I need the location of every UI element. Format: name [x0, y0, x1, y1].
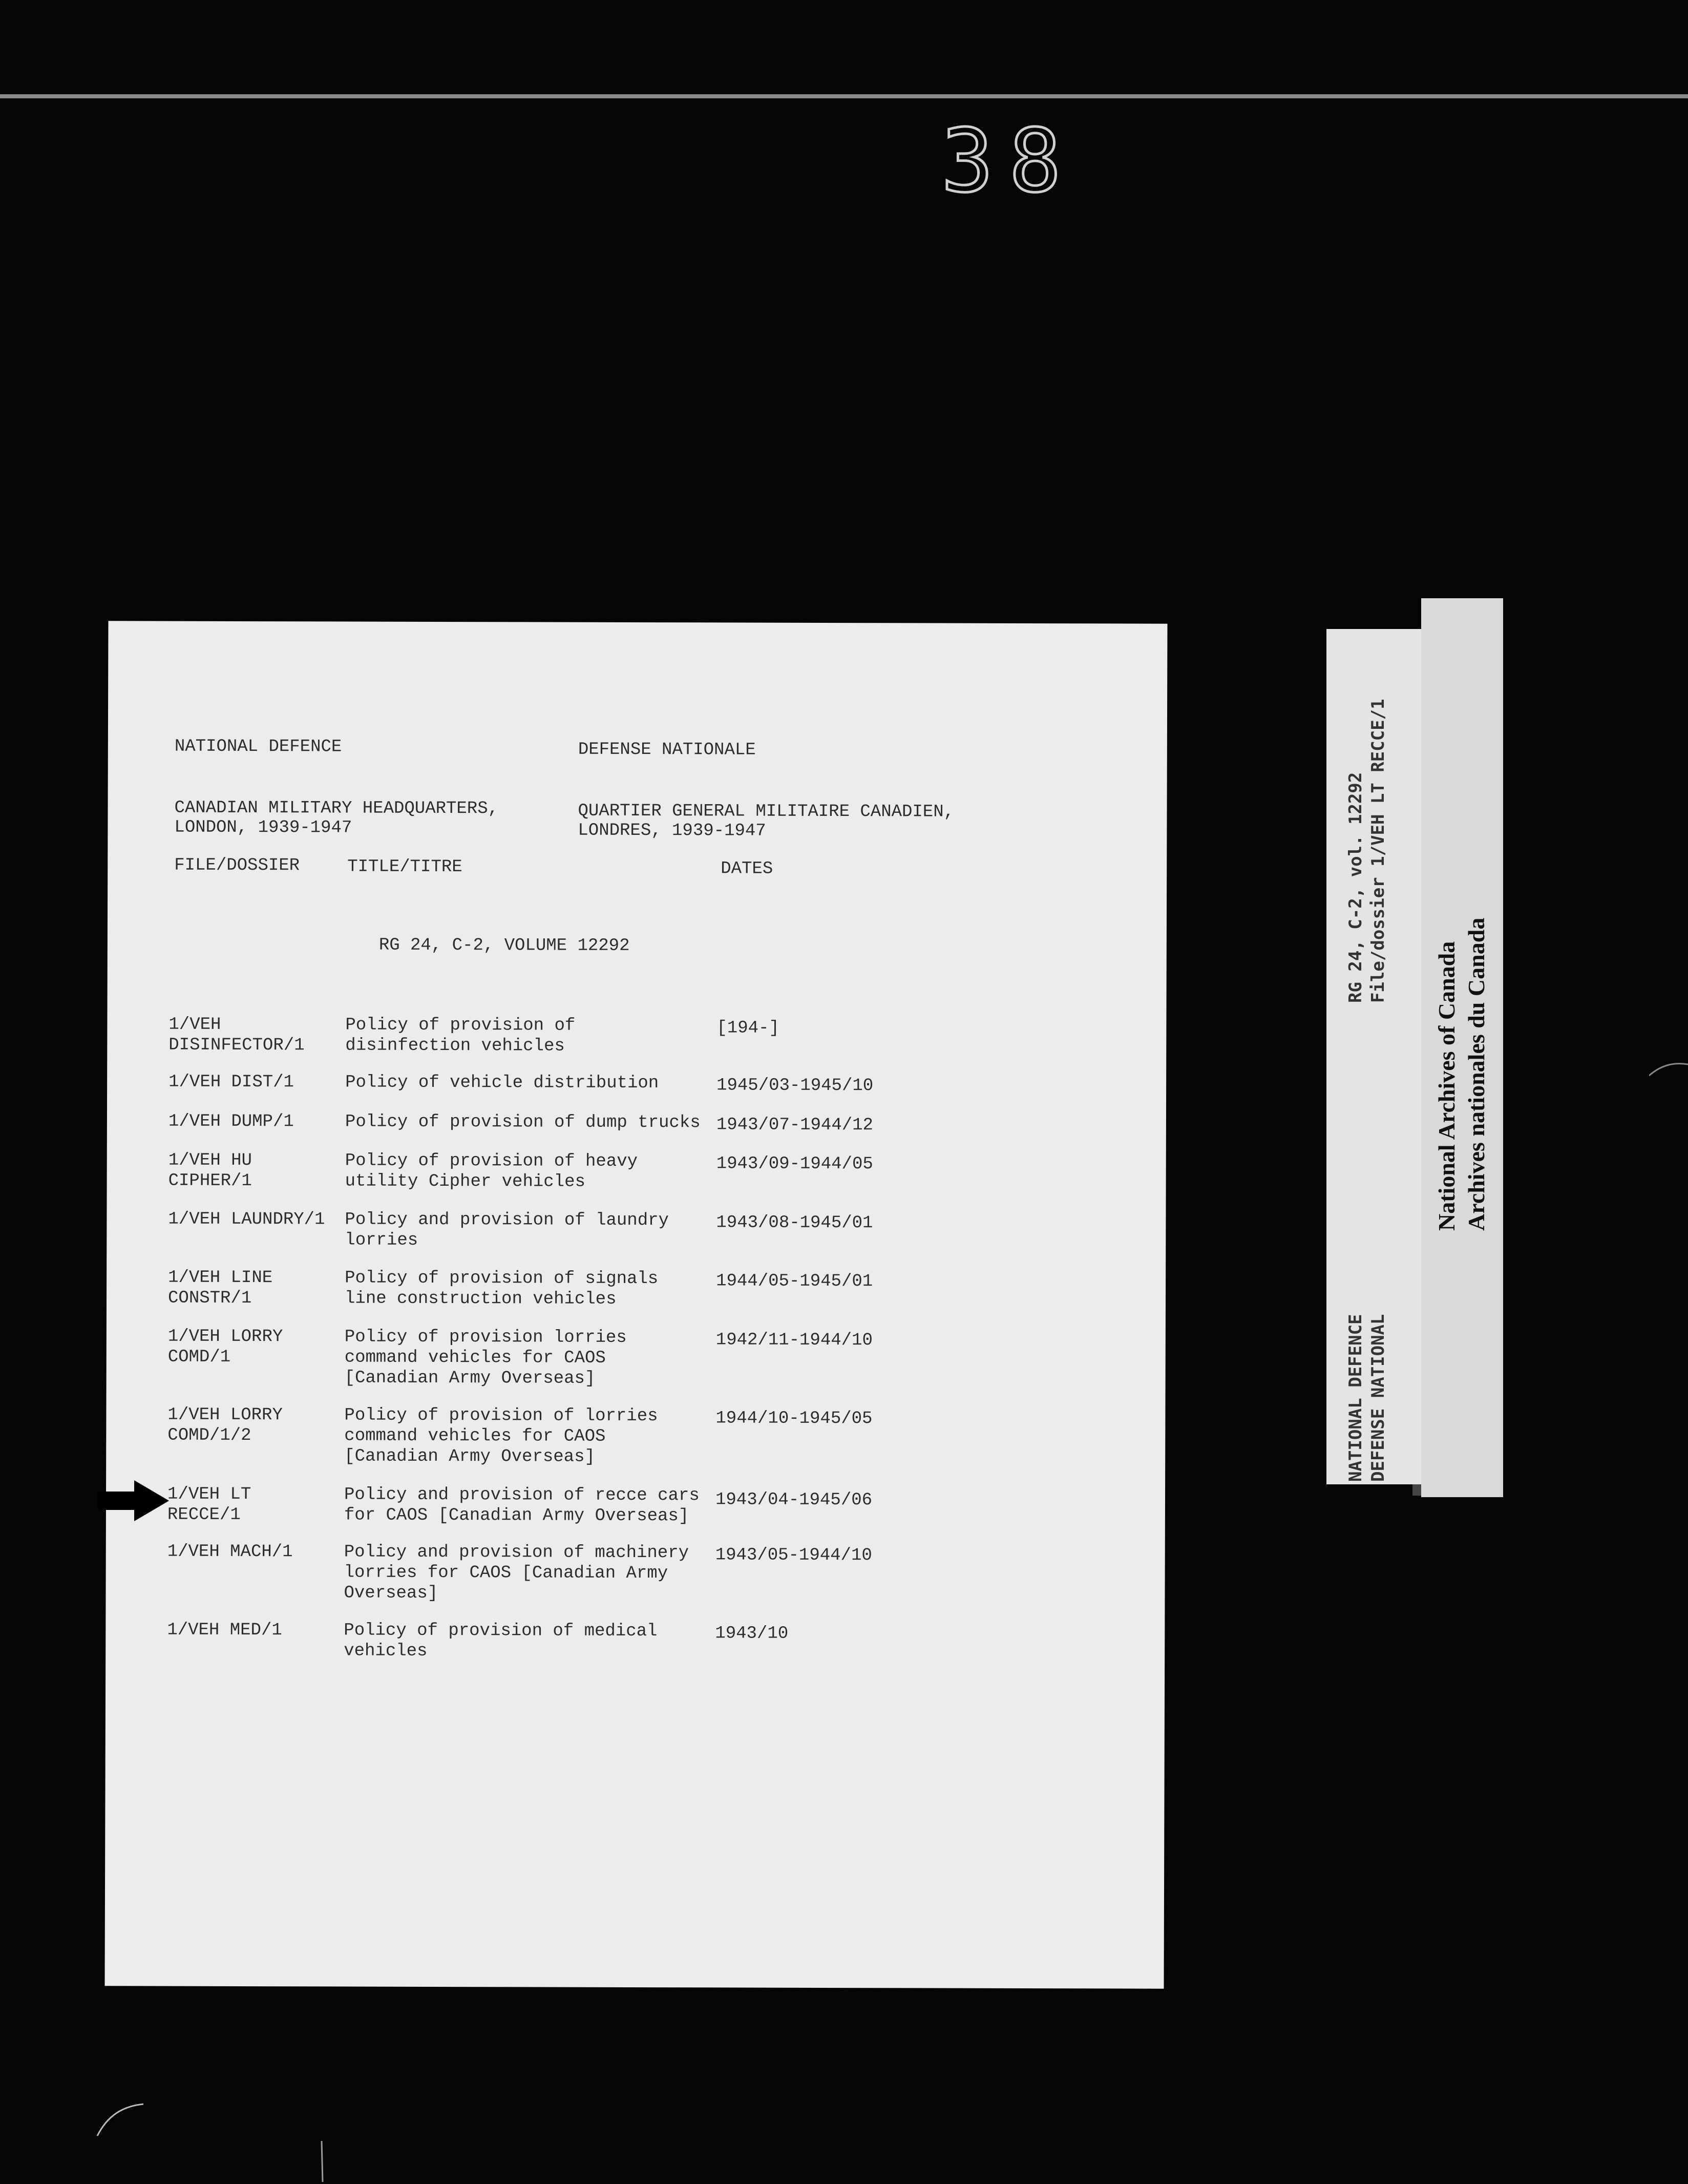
header-right-1: DEFENSE NATIONALE	[578, 740, 756, 760]
department-line-1: NATIONAL DEFENCE	[1345, 1314, 1366, 1482]
row-dates: 1943/04-1945/06	[715, 1490, 873, 1510]
header-right-2b: LONDRES, 1939-1947	[578, 821, 766, 841]
department-line-2: DEFENSE NATIONAL	[1368, 1314, 1388, 1482]
row-title: Policy of provision of signals line construction vehicles	[344, 1268, 659, 1309]
row-file: 1/VEH DISINFECTOR/1	[168, 1015, 305, 1056]
row-file: 1/VEH LAUNDRY/1	[168, 1209, 325, 1230]
row-title: Policy and provision of machinery lorries for CAOS [Canadian Army Overseas]	[344, 1542, 689, 1603]
document-page	[105, 621, 1168, 1988]
row-dates: [194-]	[716, 1018, 779, 1038]
row-dates: 1945/03-1945/10	[716, 1076, 874, 1096]
header-left-1: NATIONAL DEFENCE	[174, 737, 342, 757]
row-dates: 1943/10	[715, 1624, 789, 1644]
pointer-arrow-icon	[97, 1480, 169, 1521]
column-header-dates: DATES	[721, 859, 773, 879]
row-dates: 1944/10-1945/05	[715, 1409, 873, 1429]
film-scratch	[1649, 1060, 1688, 1081]
row-file: 1/VEH LORRY COMD/1/2	[167, 1405, 283, 1446]
row-title: Policy of provision of dump trucks	[345, 1112, 701, 1133]
column-header-file: FILE/DOSSIER	[174, 855, 300, 876]
header-left-2b: LONDON, 1939-1947	[174, 817, 352, 838]
row-file: 1/VEH DUMP/1	[168, 1111, 294, 1132]
row-dates: 1943/05-1944/10	[715, 1545, 872, 1566]
row-file: 1/VEH DIST/1	[168, 1072, 294, 1093]
volume-heading: RG 24, C-2, VOLUME 12292	[378, 935, 630, 956]
row-title: Policy of provision of heavy utility Cipher vehicles	[345, 1151, 638, 1192]
row-title: Policy and provision of recce cars for CAOS [Canadian Army Overseas]	[344, 1485, 700, 1526]
row-dates: 1944/05-1945/01	[716, 1271, 873, 1292]
row-dates: 1943/08-1945/01	[716, 1213, 873, 1233]
row-file: 1/VEH MACH/1	[167, 1542, 293, 1562]
row-title: Policy and provision of laundry lorries	[345, 1210, 669, 1250]
frame-number: 38	[941, 111, 1077, 212]
film-scratch	[92, 2095, 154, 2141]
archives-label	[1421, 598, 1503, 1497]
archives-name-en: National Archives of Canada	[1433, 941, 1460, 1231]
reference-label	[1326, 629, 1424, 1484]
row-title: Policy of provision of disinfection vehicles	[345, 1015, 576, 1056]
archives-name-fr: Archives nationales du Canada	[1463, 917, 1489, 1231]
row-file: 1/VEH LINE CONSTR/1	[167, 1268, 273, 1309]
row-dates: 1943/09-1944/05	[716, 1154, 873, 1174]
film-edge-line	[0, 94, 1688, 98]
row-file: 1/VEH MED/1	[167, 1620, 282, 1641]
reference-line-2: File/dossier 1/VEH LT RECCE/1	[1368, 699, 1388, 1003]
row-title: Policy of vehicle distribution	[345, 1073, 659, 1094]
row-file: 1/VEH LORRY COMD/1	[167, 1327, 283, 1367]
row-file: 1/VEH LT RECCE/1	[167, 1484, 251, 1525]
row-title: Policy of provision of lorries command vehicles for CAOS [Canadian Army Overseas]	[344, 1405, 658, 1467]
row-file: 1/VEH HU CIPHER/1	[168, 1150, 252, 1191]
row-title: Policy of provision lorries command vehicles for CAOS [Canadian Army Overseas]	[344, 1327, 627, 1389]
row-dates: 1943/07-1944/12	[716, 1115, 874, 1136]
reference-line-1: RG 24, C-2, vol. 12292	[1345, 772, 1366, 1003]
header-right-2a: QUARTIER GENERAL MILITAIRE CANADIEN,	[578, 801, 955, 822]
header-left-2a: CANADIAN MILITARY HEADQUARTERS,	[174, 798, 499, 819]
column-header-title: TITLE/TITRE	[347, 857, 462, 877]
film-scratch	[318, 2141, 328, 2182]
row-dates: 1942/11-1944/10	[715, 1330, 873, 1351]
row-title: Policy of provision of medical vehicles	[344, 1621, 658, 1661]
